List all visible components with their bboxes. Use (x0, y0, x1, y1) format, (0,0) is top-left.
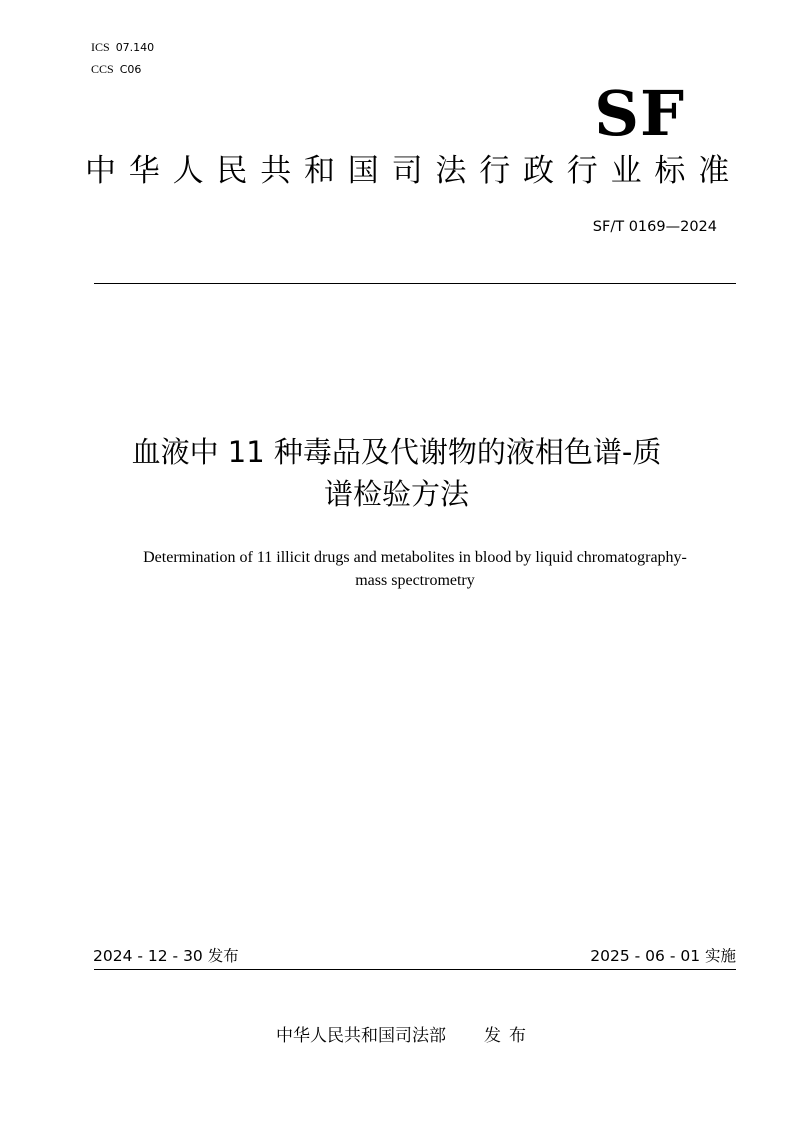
issuing-authority (0, 1024, 793, 1048)
ccs-label: CCS (91, 62, 114, 76)
document-title-english (80, 546, 750, 592)
implementation-date: 2025 - 06 - 01 实施 (590, 947, 736, 965)
sf-logo: SF (594, 77, 685, 150)
title-en-line-1: Determination of 11 illicit drugs and metabolites in blood by liquid chromatography- (143, 549, 687, 566)
issuing-standard-category: 中华人民共和国司法行政行业标准 (85, 153, 742, 189)
ics-value: 07.140 (115, 41, 155, 54)
ics-label: ICS (91, 40, 110, 54)
ccs-value: C06 (119, 63, 142, 76)
issuer-action: 发布 (484, 1026, 534, 1046)
title-cn-line-2: 谱检验方法 (323, 477, 469, 511)
header-divider (94, 283, 736, 284)
title-cn-line-1: 血液中 11 种毒品及代谢物的液相色谱-质 (131, 435, 662, 469)
issuer-name: 中华人民共和国司法部 (276, 1026, 446, 1046)
footer-divider (94, 969, 736, 970)
ics-classification (91, 40, 154, 55)
document-title-chinese (60, 431, 733, 515)
title-en-line-2: mass spectrometry (355, 572, 475, 589)
ccs-classification (91, 62, 141, 77)
issue-date: 2024 - 12 - 30 发布 (93, 947, 239, 965)
standard-number: SF/T 0169—2024 (592, 219, 717, 235)
